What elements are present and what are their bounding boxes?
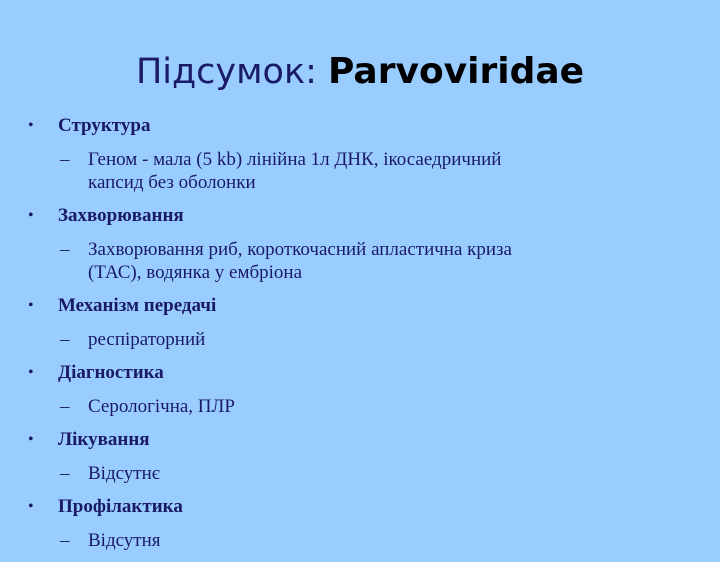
heading-text: Захворювання: [58, 205, 184, 226]
dash-marker: –: [60, 463, 70, 484]
section-heading-transmission: [28, 294, 668, 318]
bullet-marker: •: [28, 498, 34, 515]
detail-line: Серологічна, ПЛР: [88, 396, 235, 417]
section-heading-treatment: [28, 428, 668, 452]
bullet-marker: •: [28, 431, 34, 448]
detail-line: капсид без оболонки: [88, 172, 256, 193]
section-detail-transmission: [28, 328, 668, 351]
dash-marker: –: [60, 530, 70, 551]
heading-text: Діагностика: [58, 362, 164, 383]
detail-line: (ТАС), водянка у ембріона: [88, 262, 303, 283]
heading-text: Структура: [58, 115, 151, 136]
detail-line: Відсутня: [88, 530, 161, 551]
section-detail-treatment: [28, 462, 668, 485]
dash-marker: –: [60, 329, 70, 350]
heading-text: Профілактика: [58, 496, 183, 517]
title-virus-family: Parvoviridae: [328, 51, 585, 92]
section-heading-structure: [28, 114, 668, 138]
bullet-marker: •: [28, 207, 34, 224]
detail-line: Геном - мала (5 kb) лінійна 1л ДНК, ікосаедричний: [88, 149, 502, 170]
bullet-marker: •: [28, 117, 34, 134]
detail-line: респіраторний: [88, 329, 206, 350]
dash-marker: –: [60, 239, 70, 260]
section-detail-disease: [28, 238, 668, 284]
section-heading-diagnostics: [28, 361, 668, 385]
slide-title: [0, 44, 720, 98]
section-heading-disease: [28, 204, 668, 228]
title-prefix: Підсумок:: [135, 52, 329, 92]
heading-text: Лікування: [58, 429, 150, 450]
detail-line: Захворювання риб, короткочасний апластична криза: [88, 239, 512, 260]
dash-marker: –: [60, 149, 70, 170]
bullet-marker: •: [28, 364, 34, 381]
bullet-list: [28, 114, 668, 562]
section-detail-diagnostics: [28, 395, 668, 418]
dash-marker: –: [60, 396, 70, 417]
section-detail-prevention: [28, 529, 668, 552]
heading-text: Механізм передачі: [58, 295, 217, 316]
detail-line: Відсутнє: [88, 463, 160, 484]
section-detail-structure: [28, 148, 668, 194]
bullet-marker: •: [28, 297, 34, 314]
section-heading-prevention: [28, 495, 668, 519]
